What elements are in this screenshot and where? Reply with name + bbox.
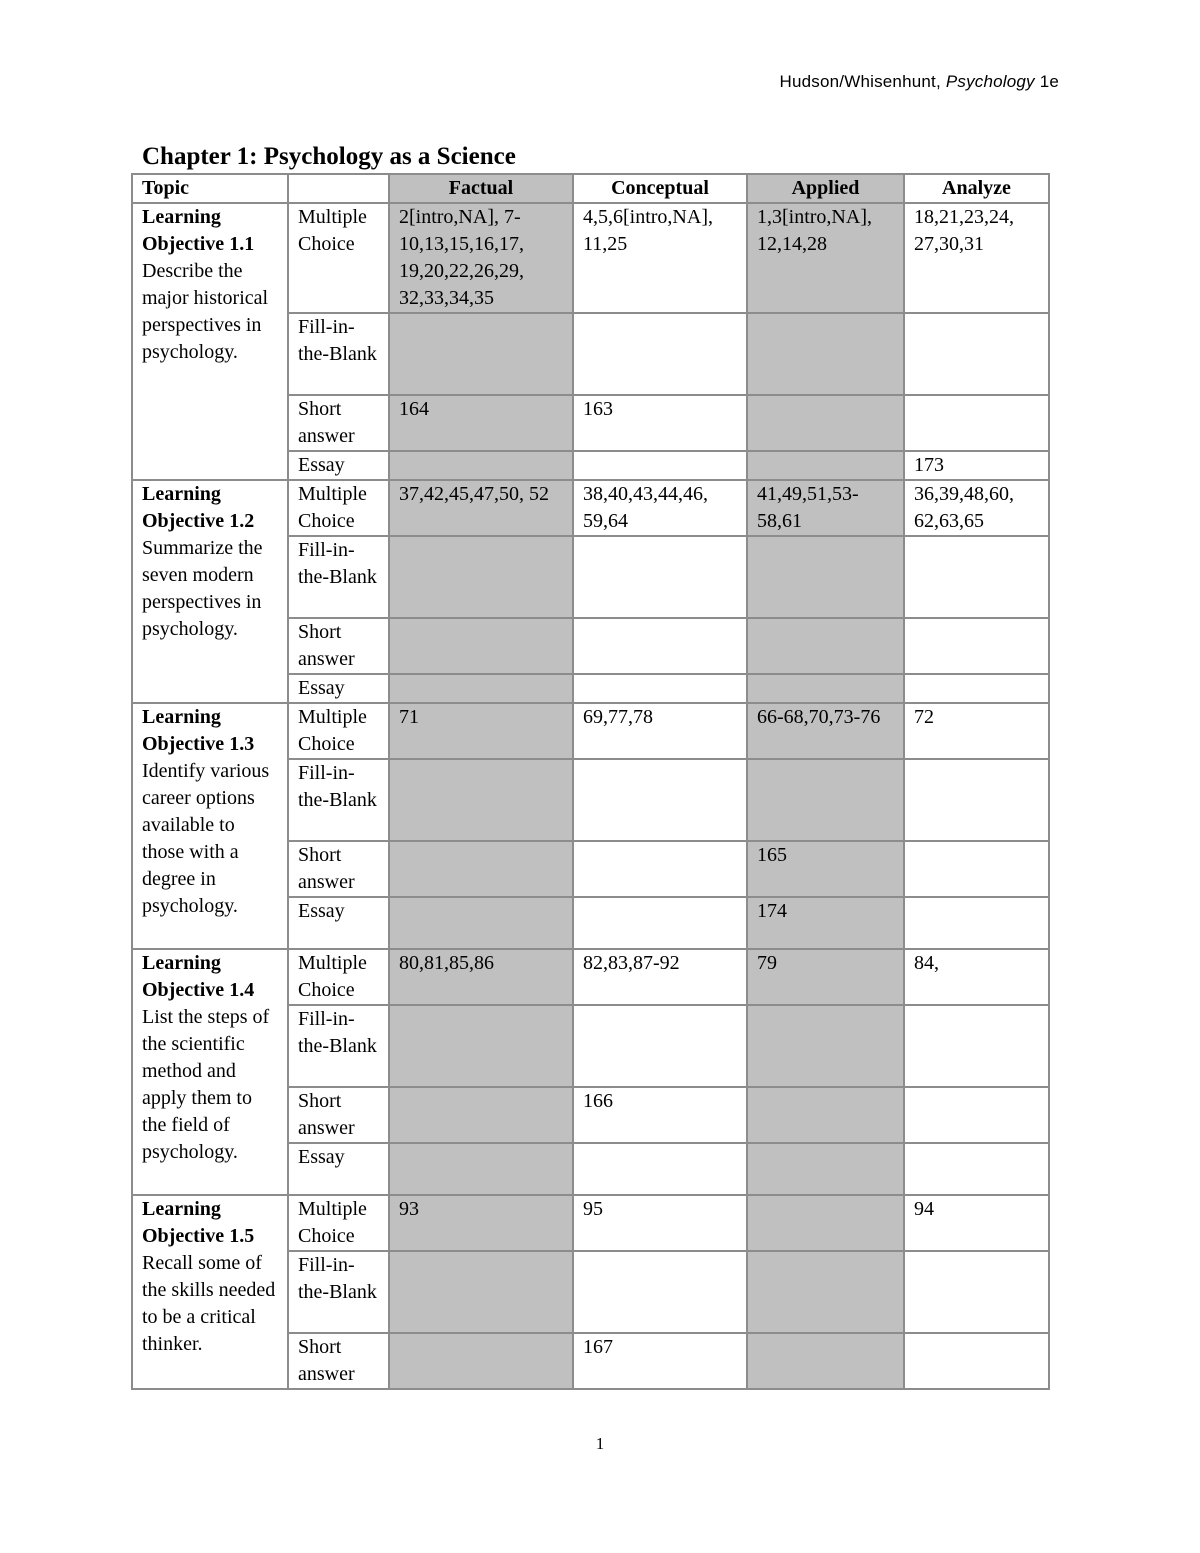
- question-type-cell: Short answer: [288, 841, 389, 897]
- factual-cell: [389, 618, 573, 674]
- learning-objective-description: Identify various career options available to those with a degree in psychology.: [142, 760, 270, 917]
- table-row: [132, 949, 1049, 1005]
- conceptual-cell: [573, 759, 747, 841]
- question-type-cell: Essay: [288, 1143, 389, 1195]
- learning-objective-title: Learning Objective 1.1: [142, 206, 255, 255]
- factual-cell: [389, 1087, 573, 1143]
- learning-objective-title: Learning Objective 1.5: [142, 1198, 255, 1247]
- question-type-cell: Fill-in-the-Blank: [288, 1251, 389, 1333]
- running-header: [779, 72, 1059, 92]
- learning-objective-cell: [132, 480, 288, 703]
- header-authors: Hudson/Whisenhunt,: [779, 72, 946, 91]
- table-row: [132, 203, 1049, 313]
- analyze-cell: [904, 674, 1049, 703]
- analyze-cell: [904, 395, 1049, 451]
- factual-cell: [389, 313, 573, 395]
- applied-cell: [747, 1251, 904, 1333]
- analyze-cell: [904, 1251, 1049, 1333]
- analyze-cell: [904, 841, 1049, 897]
- question-type-cell: Multiple Choice: [288, 949, 389, 1005]
- conceptual-cell: 82,83,87-92: [573, 949, 747, 1005]
- chapter-title: Chapter 1: Psychology as a Science: [142, 143, 516, 170]
- factual-cell: [389, 451, 573, 480]
- question-type-cell: Fill-in-the-Blank: [288, 536, 389, 618]
- learning-objective-cell: [132, 703, 288, 949]
- learning-objective-description: Recall some of the skills needed to be a critical thinker.: [142, 1252, 276, 1355]
- column-header-type: [288, 174, 389, 203]
- applied-cell: [747, 618, 904, 674]
- applied-cell: [747, 313, 904, 395]
- table-body: [132, 203, 1049, 1389]
- question-type-cell: Essay: [288, 674, 389, 703]
- factual-cell: [389, 674, 573, 703]
- question-type-cell: Multiple Choice: [288, 1195, 389, 1251]
- applied-cell: 79: [747, 949, 904, 1005]
- question-type-cell: Short answer: [288, 1333, 389, 1389]
- applied-cell: 66-68,70,73-76: [747, 703, 904, 759]
- factual-cell: [389, 841, 573, 897]
- factual-cell: [389, 536, 573, 618]
- applied-cell: [747, 759, 904, 841]
- question-type-cell: Short answer: [288, 1087, 389, 1143]
- factual-cell: [389, 1333, 573, 1389]
- analyze-cell: [904, 1143, 1049, 1195]
- column-header-conceptual: Conceptual: [573, 174, 747, 203]
- table-header-row: [132, 174, 1049, 203]
- conceptual-cell: 69,77,78: [573, 703, 747, 759]
- header-edition: 1e: [1034, 72, 1059, 91]
- question-type-cell: Fill-in-the-Blank: [288, 1005, 389, 1087]
- conceptual-cell: [573, 1251, 747, 1333]
- analyze-cell: 72: [904, 703, 1049, 759]
- conceptual-cell: [573, 618, 747, 674]
- table-row: [132, 480, 1049, 536]
- conceptual-cell: [573, 841, 747, 897]
- applied-cell: [747, 451, 904, 480]
- applied-cell: 41,49,51,53-58,61: [747, 480, 904, 536]
- learning-objective-cell: [132, 949, 288, 1195]
- learning-objective-title: Learning Objective 1.3: [142, 706, 255, 755]
- applied-cell: [747, 1195, 904, 1251]
- question-type-cell: Fill-in-the-Blank: [288, 313, 389, 395]
- learning-objective-description: Describe the major historical perspectives in psychology.: [142, 260, 269, 363]
- analyze-cell: [904, 1333, 1049, 1389]
- question-bank-table: [131, 173, 1050, 1390]
- factual-cell: [389, 1143, 573, 1195]
- table-row: [132, 1195, 1049, 1251]
- applied-cell: 1,3[intro,NA], 12,14,28: [747, 203, 904, 313]
- analyze-cell: 84,: [904, 949, 1049, 1005]
- conceptual-cell: [573, 897, 747, 949]
- analyze-cell: 173: [904, 451, 1049, 480]
- factual-cell: [389, 1251, 573, 1333]
- applied-cell: [747, 395, 904, 451]
- applied-cell: [747, 674, 904, 703]
- applied-cell: [747, 536, 904, 618]
- factual-cell: 37,42,45,47,50, 52: [389, 480, 573, 536]
- column-header-applied: Applied: [747, 174, 904, 203]
- conceptual-cell: 4,5,6[intro,NA], 11,25: [573, 203, 747, 313]
- applied-cell: [747, 1143, 904, 1195]
- question-type-cell: Multiple Choice: [288, 203, 389, 313]
- applied-cell: 165: [747, 841, 904, 897]
- factual-cell: 71: [389, 703, 573, 759]
- conceptual-cell: [573, 1005, 747, 1087]
- learning-objective-description: Summarize the seven modern perspectives in psychology.: [142, 537, 263, 640]
- learning-objective-cell: [132, 1195, 288, 1389]
- applied-cell: 174: [747, 897, 904, 949]
- factual-cell: 93: [389, 1195, 573, 1251]
- applied-cell: [747, 1333, 904, 1389]
- applied-cell: [747, 1005, 904, 1087]
- column-header-topic: Topic: [132, 174, 288, 203]
- factual-cell: 2[intro,NA], 7-10,13,15,16,17, 19,20,22,26,29, 32,33,34,35: [389, 203, 573, 313]
- learning-objective-title: Learning Objective 1.2: [142, 483, 255, 532]
- factual-cell: 164: [389, 395, 573, 451]
- conceptual-cell: [573, 536, 747, 618]
- conceptual-cell: 163: [573, 395, 747, 451]
- learning-objective-cell: [132, 203, 288, 480]
- conceptual-cell: 38,40,43,44,46, 59,64: [573, 480, 747, 536]
- question-type-cell: Essay: [288, 897, 389, 949]
- factual-cell: [389, 897, 573, 949]
- conceptual-cell: [573, 451, 747, 480]
- question-type-cell: Multiple Choice: [288, 480, 389, 536]
- conceptual-cell: 95: [573, 1195, 747, 1251]
- conceptual-cell: 167: [573, 1333, 747, 1389]
- applied-cell: [747, 1087, 904, 1143]
- question-type-cell: Fill-in-the-Blank: [288, 759, 389, 841]
- header-book-title: Psychology: [945, 72, 1035, 91]
- analyze-cell: 36,39,48,60, 62,63,65: [904, 480, 1049, 536]
- factual-cell: [389, 1005, 573, 1087]
- analyze-cell: 94: [904, 1195, 1049, 1251]
- page-number: 1: [595, 1434, 605, 1453]
- learning-objective-title: Learning Objective 1.4: [142, 952, 255, 1001]
- factual-cell: 80,81,85,86: [389, 949, 573, 1005]
- analyze-cell: 18,21,23,24, 27,30,31: [904, 203, 1049, 313]
- analyze-cell: [904, 759, 1049, 841]
- column-header-factual: Factual: [389, 174, 573, 203]
- analyze-cell: [904, 313, 1049, 395]
- conceptual-cell: [573, 313, 747, 395]
- analyze-cell: [904, 536, 1049, 618]
- factual-cell: [389, 759, 573, 841]
- conceptual-cell: 166: [573, 1087, 747, 1143]
- question-type-cell: Short answer: [288, 395, 389, 451]
- question-type-cell: Short answer: [288, 618, 389, 674]
- analyze-cell: [904, 897, 1049, 949]
- learning-objective-description: List the steps of the scientific method and apply them to the field of psychology.: [142, 1006, 270, 1163]
- table-row: [132, 703, 1049, 759]
- conceptual-cell: [573, 674, 747, 703]
- question-type-cell: Multiple Choice: [288, 703, 389, 759]
- analyze-cell: [904, 1087, 1049, 1143]
- question-type-cell: Essay: [288, 451, 389, 480]
- conceptual-cell: [573, 1143, 747, 1195]
- analyze-cell: [904, 618, 1049, 674]
- column-header-analyze: Analyze: [904, 174, 1049, 203]
- analyze-cell: [904, 1005, 1049, 1087]
